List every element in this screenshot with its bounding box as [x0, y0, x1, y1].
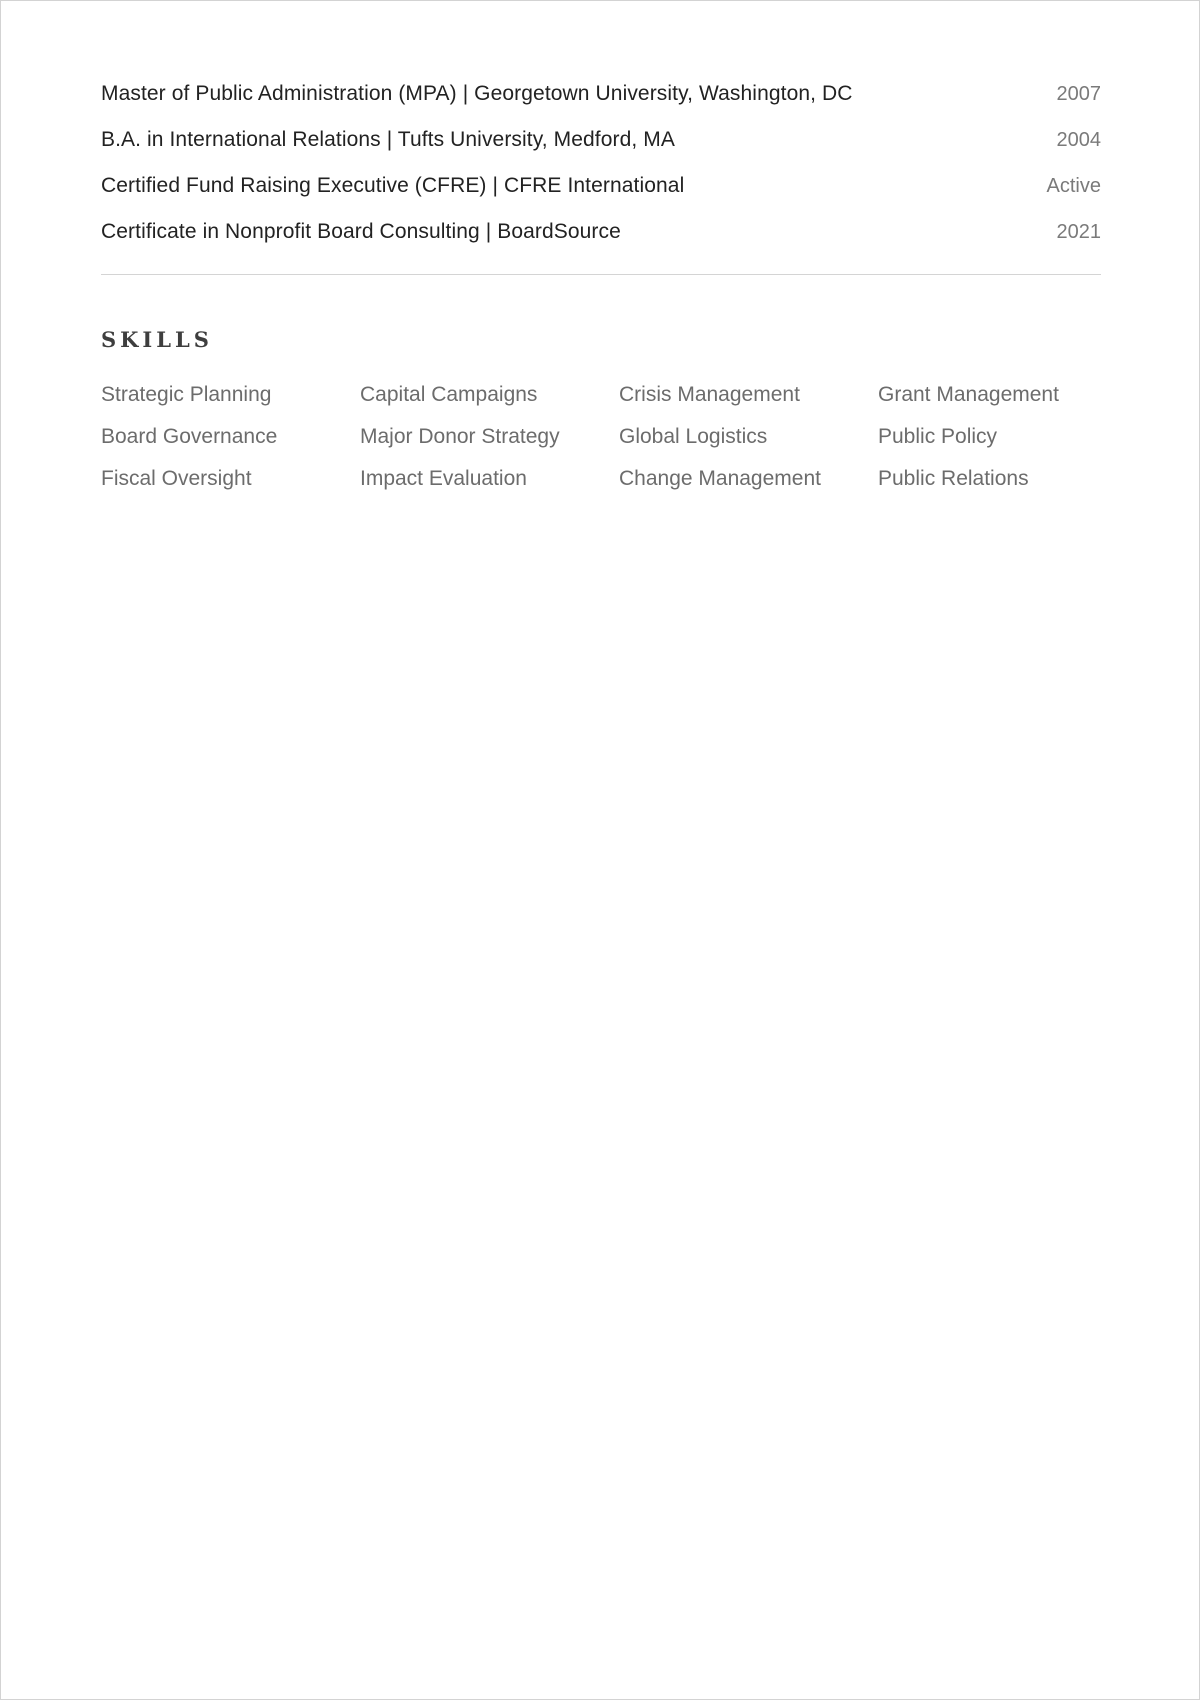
skills-heading: SKILLS: [101, 327, 213, 352]
education-title: Certified Fund Raising Executive (CFRE) | CFRE International: [101, 174, 685, 197]
skill-item: Crisis Management: [619, 383, 800, 406]
education-item: [101, 168, 1101, 214]
skill-item: Public Policy: [878, 425, 998, 448]
education-list: [101, 76, 1101, 260]
skill-item: Global Logistics: [619, 425, 768, 448]
section-divider: [101, 274, 1101, 275]
education-title: Certificate in Nonprofit Board Consulting | BoardSource: [101, 220, 621, 243]
skill-item: Fiscal Oversight: [101, 467, 252, 490]
education-item: [101, 76, 1101, 122]
skills-grid: [101, 374, 1101, 500]
education-title: Master of Public Administration (MPA) | Georgetown University, Washington, DC: [101, 82, 853, 105]
education-date: 2021: [1056, 221, 1101, 243]
education-item: [101, 122, 1101, 168]
education-date: 2004: [1056, 129, 1101, 151]
skill-item: Strategic Planning: [101, 383, 272, 406]
education-date: Active: [1046, 175, 1101, 197]
skill-item: Impact Evaluation: [360, 467, 527, 490]
skill-item: Capital Campaigns: [360, 383, 538, 406]
skill-item: Grant Management: [878, 383, 1059, 406]
skill-item: Board Governance: [101, 425, 278, 448]
skill-item: Public Relations: [878, 467, 1029, 490]
education-date: 2007: [1056, 83, 1101, 105]
education-item: [101, 214, 1101, 260]
resume-content: [101, 76, 1101, 500]
skill-item: Change Management: [619, 467, 821, 490]
education-title: B.A. in International Relations | Tufts University, Medford, MA: [101, 128, 675, 151]
skill-item: Major Donor Strategy: [360, 425, 560, 448]
